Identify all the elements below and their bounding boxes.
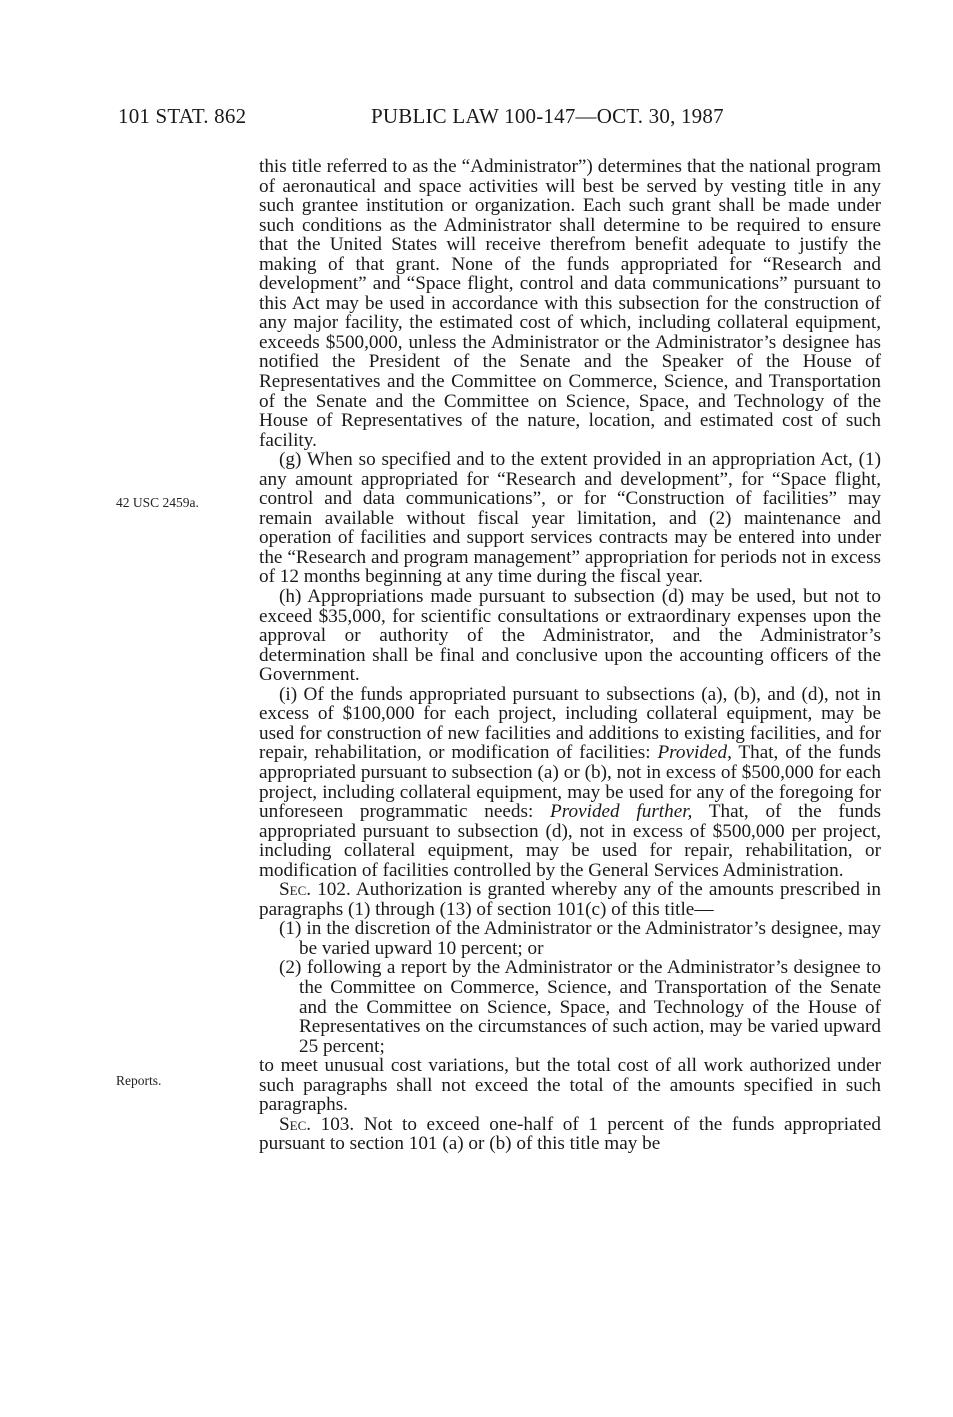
section-102-label: Sec. 102. [279, 879, 351, 901]
section-102-tail: to meet unusual cost variations, but the total cost of all work authorized under such paragraphs shall not exceed the total of the amounts specified in such paragraphs. [259, 1055, 881, 1116]
paragraph-i [259, 685, 881, 880]
running-head [118, 104, 768, 136]
page-reference: 101 STAT. 862 [118, 104, 247, 128]
law-title: PUBLIC LAW 100-147—OCT. 30, 1987 [371, 104, 724, 128]
section-103-label: Sec. 103. [279, 1113, 355, 1135]
paragraph-continuation: this title referred to as the “Administrator”) determines that the national program of aeronautical and space activities will best be served by vesting title in any such grantee institution or organization. Each such grant shall be made under such conditions as the Administrator shall determine to be required to ensure that the United States will receive therefrom benefit adequate to justify the making of that grant. None of the funds appropriated for “Research and development” and “Space flight, control and data communications” pursuant to this Act may be used in accordance with this subsection for the construction of any major facility, the estimated cost of which, including collateral equipment, exceeds $500,000, unless the Administrator or the Administrator’s designee has notified the President of the Senate and the Speaker of the House of Representatives and the Committee on Commerce, Science, and Transportation of the Senate and the Committee on Science, Space, and Technology of the House of Representatives of the nature, location, and estimated cost of such facility. [259, 156, 881, 451]
section-103 [259, 1115, 881, 1154]
section-102 [259, 880, 881, 919]
paragraph-g: (g) When so specified and to the extent provided in an appropriation Act, (1) any amount appropriated for “Research and development”, for “Space flight, control and data communications”, or for “Construction of facilities” may remain available without fiscal year limitation, and (2) maintenance and operation of facilities and support services contracts may be entered into under the “Research and program management” appropriation for periods not in excess of 12 months beginning at any time during the fiscal year. [259, 449, 881, 588]
section-102-text: Authorization is granted whereby any of the amounts prescribed in paragraphs (1) through (13) of section 101(c) of this title— [259, 879, 881, 920]
section-102-item-1: (1) in the discretion of the Administrator or the Administrator’s designee, may be varied upward 10 percent; or [279, 918, 881, 959]
margin-note-usc-citation: 42 USC 2459a. [116, 495, 199, 510]
body-text [259, 157, 881, 1154]
section-102-item-2: (2) following a report by the Administrator or the Administrator’s designee to the Committee on Commerce, Science, and Transportation of the Senate and the Committee on Science, Space, and Technology of the House of Representatives on the circumstances of such action, may be varied upward 25 percent; [279, 957, 881, 1057]
paragraph-i-part3: That, of the funds appropriated pursuant to subsection (d), not in excess of $500,000 per project, including collateral equipment, may be used for repair, rehabilitation, or modification of facilities controlled by the General Services Administration. [259, 801, 881, 881]
margin-note-reports: Reports. [116, 1073, 162, 1088]
provided-further-term: Provided further, [550, 801, 693, 823]
section-103-text: Not to exceed one-half of 1 percent of the funds appropriated pursuant to section 101 (a) or (b) of this title may be [259, 1113, 881, 1155]
provided-term: Provided, [657, 742, 732, 764]
paragraph-i-part1: (i) Of the funds appropriated pursuant to subsections (a), (b), and (d), not in excess of $100,000 for each project, including collateral equipment, may be used for construction of new facilities and additions to existing facilities, and for repair, rehabilitation, or modification of facilities: [259, 683, 881, 764]
paragraph-h: (h) Appropriations made pursuant to subsection (d) may be used, but not to exceed $35,000, for scientific consultations or extraordinary expenses upon the approval or authority of the Administrator, and the Administrator’s determination shall be final and conclusive upon the accounting officers of the Government. [259, 586, 881, 686]
paragraph-i-part2: That, of the funds appropriated pursuant to subsection (a) or (b), not in excess of $500,000 for each project, including collateral equipment, may be used for any of the foregoing for unforeseen programmatic needs: [259, 742, 881, 823]
